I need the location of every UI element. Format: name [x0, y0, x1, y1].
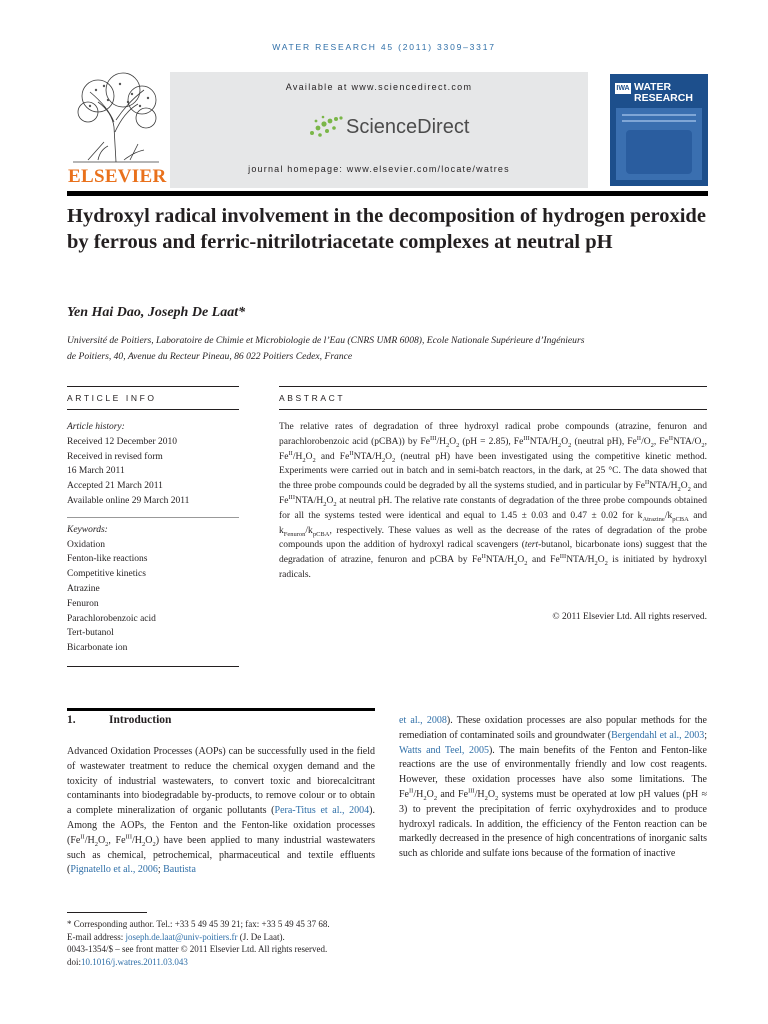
email-line [67, 931, 487, 944]
history-item: 16 March 2011 [67, 466, 125, 477]
doi-link[interactable]: 10.1016/j.watres.2011.03.043 [81, 956, 188, 967]
section-number: 1. [67, 714, 76, 726]
keyword: Parachlorobenzoic acid [67, 613, 156, 624]
affiliation-line2: de Poitiers, 40, Avenue du Recteur Pineau, 86 022 Poitiers Cedex, France [67, 351, 353, 362]
iwa-logo: IWA [616, 85, 630, 92]
history-item: Received in revised form [67, 451, 163, 462]
keyword: Atrazine [67, 583, 100, 594]
intro-column-left: Advanced Oxidation Processes (AOPs) can be successfully used in the field of wastewater treatment to reduce the chemical oxygen demand and the toxicity of industrial wastewaters, to convert toxic and biorecalcitrant contaminants into biodegradable by-products, to remove colour or to obtain a complete mineralization of organic pollutants (Pera-Titus et al., 2004). Among the AOPs, the Fenton and the Fenton-like oxidation processes ($Fe^{II}/H_2O_2$, $Fe^{III}/H_2O_2$) have been applied to many industrial wastewaters such as chemical, petrochemical, pharmaceutical and textile effluents (Pignatello et al., 2006; Bautista [67, 746, 376, 876]
citation-link[interactable]: Pignatello et al., 2006 [70, 864, 158, 876]
sciencedirect-wordmark: ScienceDirect [346, 116, 470, 138]
intro-rule [67, 708, 375, 711]
intro-heading [67, 714, 171, 726]
elsevier-wordmark: ELSEVIER [68, 166, 167, 187]
info-bottom-rule [67, 666, 239, 667]
keyword: Tert-butanol [67, 628, 114, 639]
keyword: Fenuron [67, 598, 99, 609]
section-title: Introduction [109, 714, 172, 726]
email-label: E-mail address: [67, 931, 126, 942]
footnote-rule [67, 912, 147, 913]
citation-link[interactable]: et al., 2008 [399, 715, 447, 726]
email-link[interactable]: joseph.de.laat@univ-poitiers.fr [125, 931, 238, 942]
keyword: Fenton-like reactions [67, 554, 148, 565]
journal-cover [610, 74, 708, 186]
sciencedirect-dots-icon [308, 113, 344, 141]
journal-homepage-text[interactable]: journal homepage: www.elsevier.com/locate/watres [248, 164, 510, 174]
sciencedirect-logo[interactable] [308, 113, 468, 143]
abstract-mid-rule [279, 409, 707, 410]
info-divider [67, 517, 239, 518]
abstract-top-rule [279, 386, 707, 387]
info-mid-rule [67, 409, 239, 410]
citation-link[interactable]: Pera-Titus et al., 2004 [274, 805, 370, 817]
history-item: Accepted 21 March 2011 [67, 481, 163, 492]
cover-title-line2: RESEARCH [634, 92, 693, 104]
abstract-heading: ABSTRACT [279, 393, 346, 403]
keyword: Oxidation [67, 539, 105, 550]
tree-icon [68, 72, 164, 164]
keyword: Competitive kinetics [67, 569, 146, 580]
cover-title-line1: WATER [634, 81, 672, 93]
footnotes [67, 918, 487, 968]
sciencedirect-banner [170, 72, 588, 188]
issn-line: 0043-1354/$ – see front matter © 2011 Elsevier Ltd. All rights reserved. [67, 944, 328, 954]
affiliation-line1: Université de Poitiers, Laboratoire de Chimie et Microbiologie de l’Eau (CNRS UMR 6008), Ecole Nationale Supérieure d’Ingénieurs [67, 335, 585, 346]
history-item: Received 12 December 2010 [67, 436, 177, 447]
keyword: Bicarbonate ion [67, 643, 128, 654]
journal-reference: WATER RESEARCH 45 (2011) 3309–3317 [272, 42, 496, 52]
doi-line [67, 956, 487, 969]
article-info [67, 420, 239, 656]
keywords-label: Keywords: [67, 524, 108, 535]
abstract-copyright: © 2011 Elsevier Ltd. All rights reserved. [552, 612, 707, 622]
cover-artwork [616, 108, 702, 180]
email-suffix: (J. De Laat). [237, 931, 285, 942]
elsevier-logo [68, 72, 167, 188]
article-title: Hydroxyl radical involvement in the decomposition of hydrogen peroxide by ferrous and ferric-nitrilotriacetate complexes at neutral pH [67, 205, 706, 253]
citation-link[interactable]: Watts and Teel, 2005 [399, 744, 489, 756]
info-top-rule [67, 386, 239, 387]
citation-link[interactable]: Bautista [163, 864, 196, 876]
abstract-body: The relative rates of degradation of three hydroxyl radical probe compounds (atrazine, fenuron and parachlorobenzoic acid (pCBA)) by $Fe^{III}/H_2O_2$ (pH = 2.85), $Fe^{III}NTA/H_2O_2$ (neutral pH), $Fe^{II}/O_2$, $Fe^{II}NTA/O_2$, $Fe^{II}/H_2O_2$ and $Fe^{II}NTA/H_2O_2$ (neutral pH) have been investigated using the competitive kinetic method. Experiments were carried out in batch and in semi-batch reactors, in the dark, at 25 °C. The data showed that the three probe compounds could be degraded by all the systems studied, and in particular by $Fe^{II}NTA/H_2O_2$ and $Fe^{III}NTA/H_2O_2$ at neutral pH. The relative rate constants of degradation of the three probe compounds obtained for all the systems tested were identical and equal to 1.45 ± 0.03 and 0.47 ± 0.02 for $k_{Atrazine}/k_{pCBA}$ and $k_{Fenuron}/k_{pCBA}$, respectively. These values as well as the decrease of the rates of degradation of the probe compounds upon the addition of hydroxyl radical scavengers (tert-butanol, bicarbonate ions) suggest that the degradation of atrazine, fenuron and pCBA by $Fe^{II}NTA/H_2O_2$ and $Fe^{III}NTA/H_2O_2$ is initiated by hydroxyl radicals. [279, 422, 707, 580]
intro-column-right: et al., 2008). These oxidation processes are also popular methods for the remediation of contaminated soils and groundwater (Bergendahl et al., 2003; Watts and Teel, 2005). The main benefits of the Fenton and Fenton-like reactions are the use of environmentally friendly and low cost reagents. However, these oxidation processes have also some limitations. The $Fe^{II}/H_2O_2$ and $Fe^{III}/H_2O_2$ systems must be operated at low pH values (pH ≈ 3) to prevent the precipitation of ferric oxyhydroxides and to produce hydroxyl radicals. In addition, the efficiency of the Fenton reaction can be markedly decreased in the presence of high concentrations of inorganic salts such as chloride and sulfate ions because of the formation of inactive [399, 715, 707, 860]
history-label: Article history: [67, 422, 125, 432]
available-at-text: Available at www.sciencedirect.com [285, 82, 473, 92]
affiliation [67, 333, 707, 365]
header-rule [67, 191, 708, 196]
article-info-heading: ARTICLE INFO [67, 393, 157, 403]
history-item: Available online 29 March 2011 [67, 495, 190, 506]
citation-link[interactable]: Bergendahl et al., 2003 [611, 729, 705, 741]
doi-label: doi: [67, 956, 82, 967]
corresponding-author-note: * Corresponding author. Tel.: +33 5 49 45 39 21; fax: +33 5 49 45 37 68. [67, 919, 330, 929]
article-authors: Yen Hai Dao, Joseph De Laat* [67, 305, 246, 320]
